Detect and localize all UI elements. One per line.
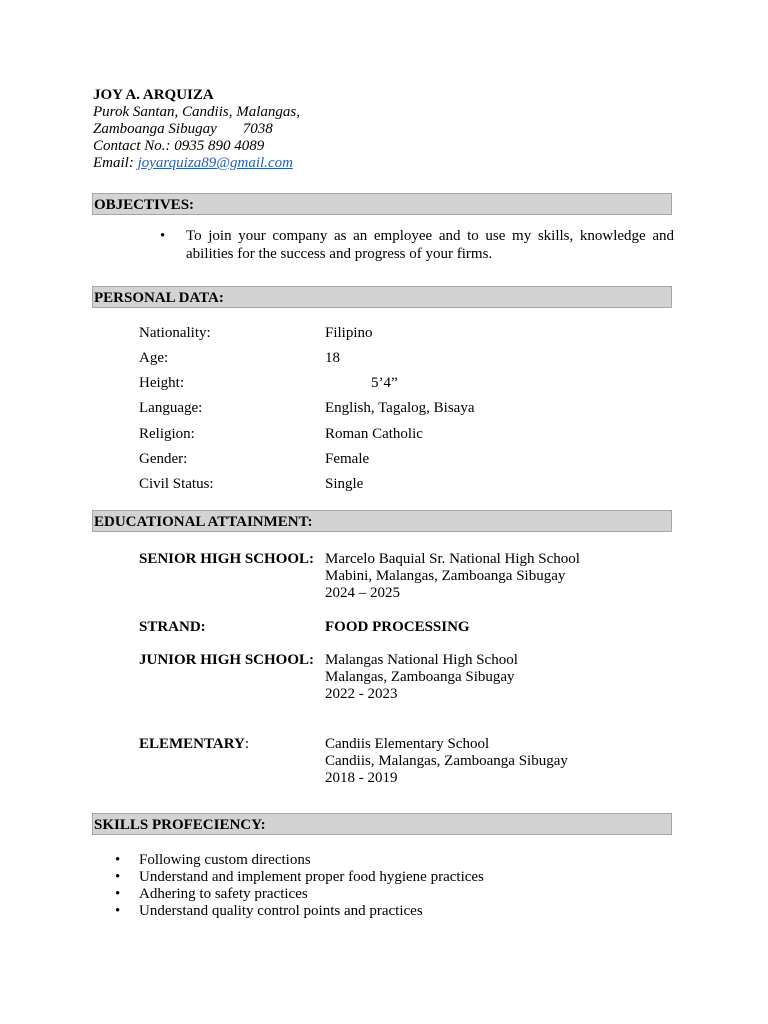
skill-text: Adhering to safety practices [139, 886, 308, 902]
senior-high-school: Marcelo Baquial Sr. National High School [325, 551, 580, 567]
civil-status-value: Single [325, 476, 364, 492]
nationality-value: Filipino [325, 325, 373, 341]
nationality-label: Nationality: [139, 325, 211, 341]
senior-high-details [325, 551, 580, 602]
elementary-label-text: ELEMENTARY [139, 736, 245, 752]
bullet-icon: • [115, 903, 121, 919]
strand-label: STRAND: [139, 619, 206, 635]
elementary-school: Candiis Elementary School [325, 736, 490, 752]
elementary-details [325, 736, 568, 787]
address-line-1: Purok Santan, Candiis, Malangas, [93, 104, 300, 120]
email-label: Email: [93, 155, 138, 171]
contact-number: Contact No.: 0935 890 4089 [93, 138, 265, 154]
junior-high-details [325, 652, 518, 703]
address-line-2 [93, 121, 300, 138]
junior-high-label: JUNIOR HIGH SCHOOL: [139, 652, 315, 668]
objective-text: To join your company as an employee and to use my skills, knowledge and abilities for the success and progress of your firms. [186, 228, 674, 262]
contact-header [93, 87, 300, 172]
senior-high-location: Mabini, Malangas, Zamboanga Sibugay [325, 568, 566, 584]
section-skills: SKILLS PROFECIENCY: [92, 813, 672, 835]
list-item [115, 886, 484, 903]
gender-label: Gender: [139, 451, 188, 467]
senior-high-label: SENIOR HIGH SCHOOL: [139, 551, 315, 567]
bullet-icon: • [115, 852, 121, 868]
applicant-name: JOY A. ARQUIZA [93, 87, 214, 103]
height-value: 5’4” [371, 375, 398, 391]
junior-high-school: Malangas National High School [325, 652, 518, 668]
skill-text: Following custom directions [139, 852, 311, 868]
zip-code: 7038 [242, 121, 273, 137]
age-value: 18 [325, 350, 340, 366]
age-label: Age: [139, 350, 169, 366]
elementary-label-colon: : [244, 736, 250, 752]
religion-label: Religion: [139, 426, 195, 442]
skill-text: Understand quality control points and practices [139, 903, 423, 919]
list-item [115, 903, 484, 920]
language-value: English, Tagalog, Bisaya [325, 400, 475, 416]
email-link[interactable]: joyarquiza89@gmail.com [137, 155, 293, 171]
junior-high-years: 2022 - 2023 [325, 686, 398, 702]
skill-text: Understand and implement proper food hygiene practices [139, 869, 484, 885]
strand-value: FOOD PROCESSING [325, 619, 470, 635]
junior-high-location: Malangas, Zamboanga Sibugay [325, 669, 515, 685]
list-item [115, 852, 484, 869]
elementary-location: Candiis, Malangas, Zamboanga Sibugay [325, 753, 568, 769]
religion-value: Roman Catholic [325, 426, 423, 442]
height-label: Height: [139, 375, 184, 391]
email-line [93, 155, 300, 172]
language-label: Language: [139, 400, 203, 416]
province: Zamboanga Sibugay [93, 121, 217, 137]
bullet-icon: • [115, 886, 121, 902]
elementary-years: 2018 - 2019 [325, 770, 398, 786]
bullet-icon: • [160, 228, 166, 244]
elementary-label [139, 736, 249, 753]
section-objectives: OBJECTIVES: [92, 193, 672, 215]
objective-item [160, 227, 674, 263]
list-item [115, 869, 484, 886]
gender-value: Female [325, 451, 370, 467]
skills-list [115, 852, 484, 920]
section-personal-data: PERSONAL DATA: [92, 286, 672, 308]
bullet-icon: • [115, 869, 121, 885]
civil-status-label: Civil Status: [139, 476, 214, 492]
senior-high-years: 2024 – 2025 [325, 585, 400, 601]
section-education: EDUCATIONAL ATTAINMENT: [92, 510, 672, 532]
